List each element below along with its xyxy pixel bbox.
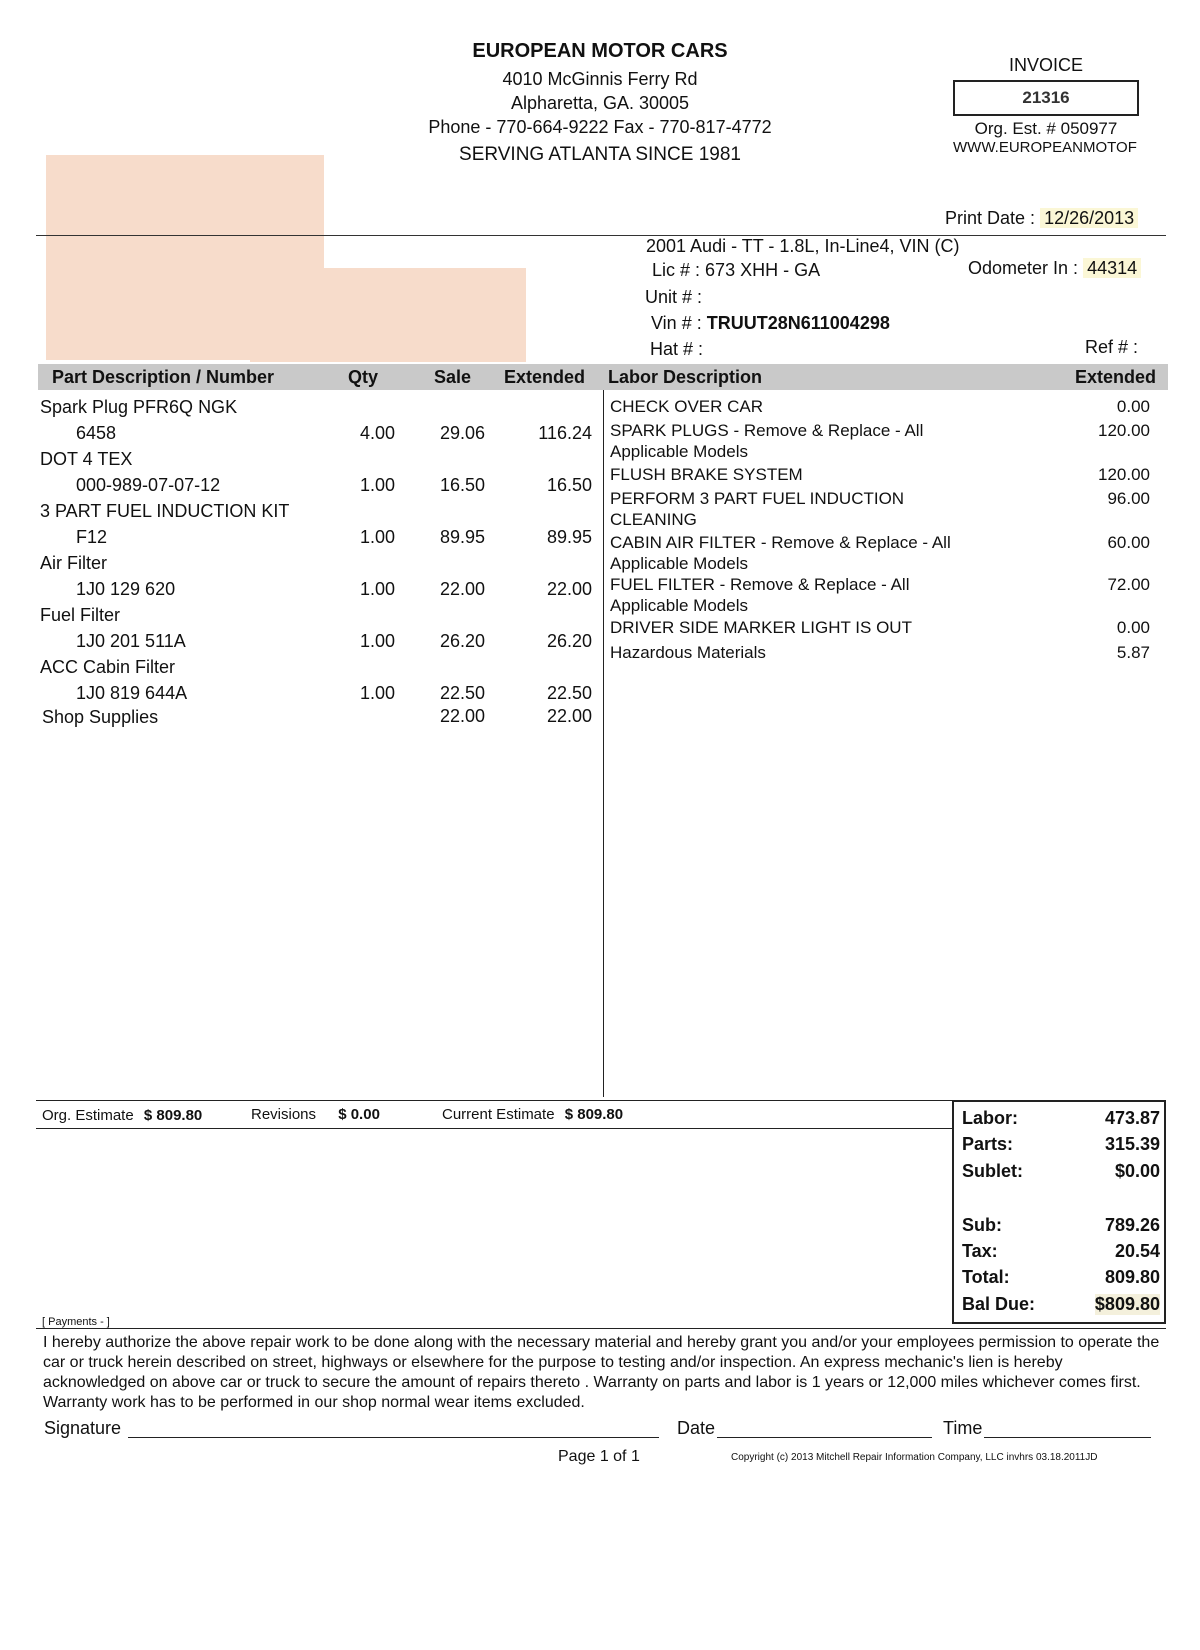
part-name: DOT 4 TEX bbox=[40, 449, 133, 469]
time-line[interactable] bbox=[984, 1437, 1151, 1438]
labor-amount: 72.00 bbox=[1107, 575, 1150, 594]
estimates-bottom-rule bbox=[36, 1128, 954, 1129]
labor-row bbox=[610, 642, 1150, 666]
part-number: 6458 bbox=[76, 423, 117, 443]
total-label: Total: bbox=[962, 1267, 1010, 1287]
labor-desc: FUEL FILTER - Remove & Replace - All bbox=[610, 575, 910, 594]
part-extended: 116.24 bbox=[538, 423, 592, 443]
part-sale: 16.50 bbox=[439, 475, 485, 495]
payments-rule bbox=[36, 1328, 1166, 1329]
current-estimate-value: $ 809.80 bbox=[564, 1106, 624, 1123]
labor-row bbox=[610, 420, 1150, 464]
company-website: WWW.EUROPEANMOTOF bbox=[953, 139, 1137, 156]
part-number: 1J0 819 644A bbox=[76, 683, 188, 703]
invoice-number: 21316 bbox=[953, 80, 1139, 116]
shop-supplies-row bbox=[40, 706, 592, 735]
part-qty: 1.00 bbox=[359, 475, 395, 495]
shop-supplies-name: Shop Supplies bbox=[42, 707, 159, 727]
part-number: 000-989-07-07-12 bbox=[76, 475, 221, 495]
balance-due-value: $809.80 bbox=[1094, 1294, 1160, 1314]
labor-desc-header: Labor Description bbox=[608, 367, 763, 387]
labor-row bbox=[610, 532, 1150, 574]
part-qty: 4.00 bbox=[359, 423, 395, 443]
totals-box bbox=[952, 1100, 1166, 1324]
part-row bbox=[40, 605, 592, 657]
current-estimate bbox=[442, 1106, 623, 1123]
print-date-label: Print Date : bbox=[945, 208, 1036, 228]
page-number: Page 1 of 1 bbox=[558, 1448, 640, 1465]
part-name: Spark Plug PFR6Q NGK bbox=[40, 397, 238, 417]
part-sale: 29.06 bbox=[439, 423, 485, 443]
company-slogan: SERVING ATLANTA SINCE 1981 bbox=[459, 144, 741, 165]
part-number: 1J0 129 620 bbox=[76, 579, 176, 599]
date-line[interactable] bbox=[717, 1437, 932, 1438]
labor-amount: 0.00 bbox=[1116, 618, 1150, 637]
subtotal-value: 789.26 bbox=[1104, 1215, 1160, 1235]
labor-amount: 5.87 bbox=[1116, 643, 1150, 662]
license-value: 673 XHH - GA bbox=[705, 260, 821, 280]
time-label: Time bbox=[943, 1418, 983, 1438]
labor-amount: 120.00 bbox=[1098, 465, 1150, 484]
column-divider bbox=[603, 390, 604, 1097]
extended-header: Extended bbox=[504, 367, 586, 387]
labor-list bbox=[610, 396, 1150, 666]
redacted-customer-detail bbox=[250, 268, 526, 362]
labor-amount: 60.00 bbox=[1107, 533, 1150, 552]
org-estimate-label: Org. Estimate bbox=[42, 1107, 134, 1124]
labor-desc-cont: Applicable Models bbox=[610, 554, 748, 573]
license-label: Lic # : bbox=[652, 260, 701, 280]
labor-desc-cont: CLEANING bbox=[610, 510, 697, 529]
vehicle-description: 2001 Audi - TT - 1.8L, In-Line4, VIN (C) bbox=[646, 236, 960, 256]
balance-due-label: Bal Due: bbox=[962, 1294, 1036, 1314]
shop-supplies-extended: 22.00 bbox=[546, 706, 592, 726]
vin-value: TRUUT28N611004298 bbox=[706, 313, 890, 333]
labor-total-label: Labor: bbox=[962, 1108, 1018, 1128]
print-date-value: 12/26/2013 bbox=[1040, 208, 1138, 228]
shop-supplies-sale: 22.00 bbox=[439, 706, 485, 726]
org-estimate bbox=[42, 1107, 202, 1124]
part-extended: 22.00 bbox=[546, 579, 592, 599]
parts-total-label: Parts: bbox=[962, 1134, 1014, 1154]
odometer bbox=[968, 258, 1141, 279]
labor-desc-cont: Applicable Models bbox=[610, 442, 748, 461]
labor-total-value: 473.87 bbox=[1104, 1108, 1160, 1128]
part-extended: 89.95 bbox=[546, 527, 592, 547]
revisions bbox=[251, 1106, 380, 1123]
invoice-label: INVOICE bbox=[1008, 55, 1083, 75]
company-phone-fax: Phone - 770-664-9222 Fax - 770-817-4772 bbox=[428, 117, 772, 137]
part-sale: 89.95 bbox=[439, 527, 485, 547]
tax-label: Tax: bbox=[962, 1241, 998, 1261]
vin-label: Vin # : bbox=[651, 313, 702, 333]
labor-amount: 0.00 bbox=[1116, 397, 1150, 416]
labor-row bbox=[610, 464, 1150, 488]
revisions-value: $ 0.00 bbox=[338, 1106, 380, 1123]
signature-label: Signature bbox=[44, 1418, 122, 1438]
part-sale: 22.50 bbox=[439, 683, 485, 703]
labor-desc: CHECK OVER CAR bbox=[610, 397, 764, 416]
sale-header: Sale bbox=[434, 367, 472, 387]
part-qty: 1.00 bbox=[359, 631, 395, 651]
total-value: 809.80 bbox=[1104, 1267, 1160, 1287]
part-name: Fuel Filter bbox=[40, 605, 121, 625]
estimates-top-rule bbox=[36, 1100, 956, 1101]
labor-desc: PERFORM 3 PART FUEL INDUCTION bbox=[610, 489, 905, 508]
part-extended: 26.20 bbox=[546, 631, 592, 651]
labor-extended-header: Extended bbox=[1074, 367, 1156, 387]
table-header bbox=[38, 364, 1168, 390]
org-est-number: Org. Est. # 050977 bbox=[974, 119, 1118, 138]
part-extended: 16.50 bbox=[546, 475, 592, 495]
signature-line[interactable] bbox=[128, 1437, 659, 1438]
part-name: 3 PART FUEL INDUCTION KIT bbox=[40, 501, 290, 521]
hat-label: Hat # : bbox=[650, 339, 704, 359]
labor-row bbox=[610, 488, 1150, 532]
part-name: Air Filter bbox=[40, 553, 107, 573]
invoice-box bbox=[953, 55, 1139, 156]
company-address-2: Alpharetta, GA. 30005 bbox=[510, 93, 690, 113]
labor-desc: DRIVER SIDE MARKER LIGHT IS OUT bbox=[610, 618, 912, 637]
part-row bbox=[40, 397, 592, 449]
part-extended: 22.50 bbox=[546, 683, 592, 703]
qty-header: Qty bbox=[348, 367, 379, 387]
company-name: EUROPEAN MOTOR CARS bbox=[472, 40, 728, 62]
labor-row bbox=[610, 574, 1150, 617]
part-sale: 26.20 bbox=[439, 631, 485, 651]
unit-label: Unit # : bbox=[645, 287, 703, 307]
subtotal-label: Sub: bbox=[962, 1215, 1002, 1235]
part-number: 1J0 201 511A bbox=[76, 631, 186, 651]
current-estimate-label: Current Estimate bbox=[442, 1106, 555, 1123]
part-sale: 22.00 bbox=[439, 579, 485, 599]
payments-label: [ Payments - ] bbox=[42, 1316, 110, 1328]
revisions-label: Revisions bbox=[251, 1106, 317, 1123]
labor-desc: Hazardous Materials bbox=[610, 643, 766, 662]
labor-desc: SPARK PLUGS - Remove & Replace - All bbox=[610, 421, 924, 440]
ref-label: Ref # : bbox=[1085, 337, 1139, 357]
parts-list bbox=[40, 397, 592, 735]
odometer-value: 44314 bbox=[1083, 258, 1141, 278]
labor-desc: FLUSH BRAKE SYSTEM bbox=[610, 465, 803, 484]
sublet-label: Sublet: bbox=[962, 1161, 1023, 1181]
header-divider bbox=[36, 235, 1166, 236]
authorization-text: I hereby authorize the above repair work to be done along with the necessary material and hereby grant you and/or your employees permission to operate the car or truck herein described on street, highways or elsewhere for the purpose to testing and/or inspection. An express mechanic's lien is hereby acknowledged on above car or truck to secure the amount of repairs thereto . Warranty on parts and labor is 1 years or 12,000 miles whichever comes first. Warranty work has to be performed in our shop normal wear items excluded. bbox=[43, 1334, 1160, 1411]
part-row bbox=[40, 501, 592, 553]
sublet-value: $0.00 bbox=[1114, 1161, 1160, 1181]
labor-desc-cont: Applicable Models bbox=[610, 596, 748, 615]
part-qty: 1.00 bbox=[359, 683, 395, 703]
part-qty: 1.00 bbox=[359, 527, 395, 547]
part-desc-header: Part Description / Number bbox=[52, 367, 275, 387]
labor-row bbox=[610, 617, 1150, 642]
part-qty: 1.00 bbox=[359, 579, 395, 599]
part-row bbox=[40, 449, 592, 501]
date-label: Date bbox=[677, 1418, 716, 1438]
parts-total-value: 315.39 bbox=[1104, 1134, 1160, 1154]
odometer-label: Odometer In : bbox=[968, 258, 1079, 278]
vin bbox=[651, 313, 890, 334]
labor-amount: 120.00 bbox=[1098, 421, 1150, 440]
part-row bbox=[40, 657, 592, 709]
copyright: Copyright (c) 2013 Mitchell Repair Information Company, LLC invhrs 03.18.2011JD bbox=[731, 1452, 1098, 1463]
labor-amount: 96.00 bbox=[1107, 489, 1150, 508]
license bbox=[652, 260, 820, 281]
company-address-1: 4010 McGinnis Ferry Rd bbox=[502, 69, 698, 89]
part-row bbox=[40, 553, 592, 605]
print-date bbox=[945, 208, 1138, 229]
tax-value: 20.54 bbox=[1114, 1241, 1160, 1261]
part-number: F12 bbox=[76, 527, 108, 547]
org-estimate-value: $ 809.80 bbox=[143, 1107, 203, 1124]
labor-desc: CABIN AIR FILTER - Remove & Replace - All bbox=[610, 533, 951, 552]
labor-row bbox=[610, 396, 1150, 420]
part-name: ACC Cabin Filter bbox=[40, 657, 176, 677]
